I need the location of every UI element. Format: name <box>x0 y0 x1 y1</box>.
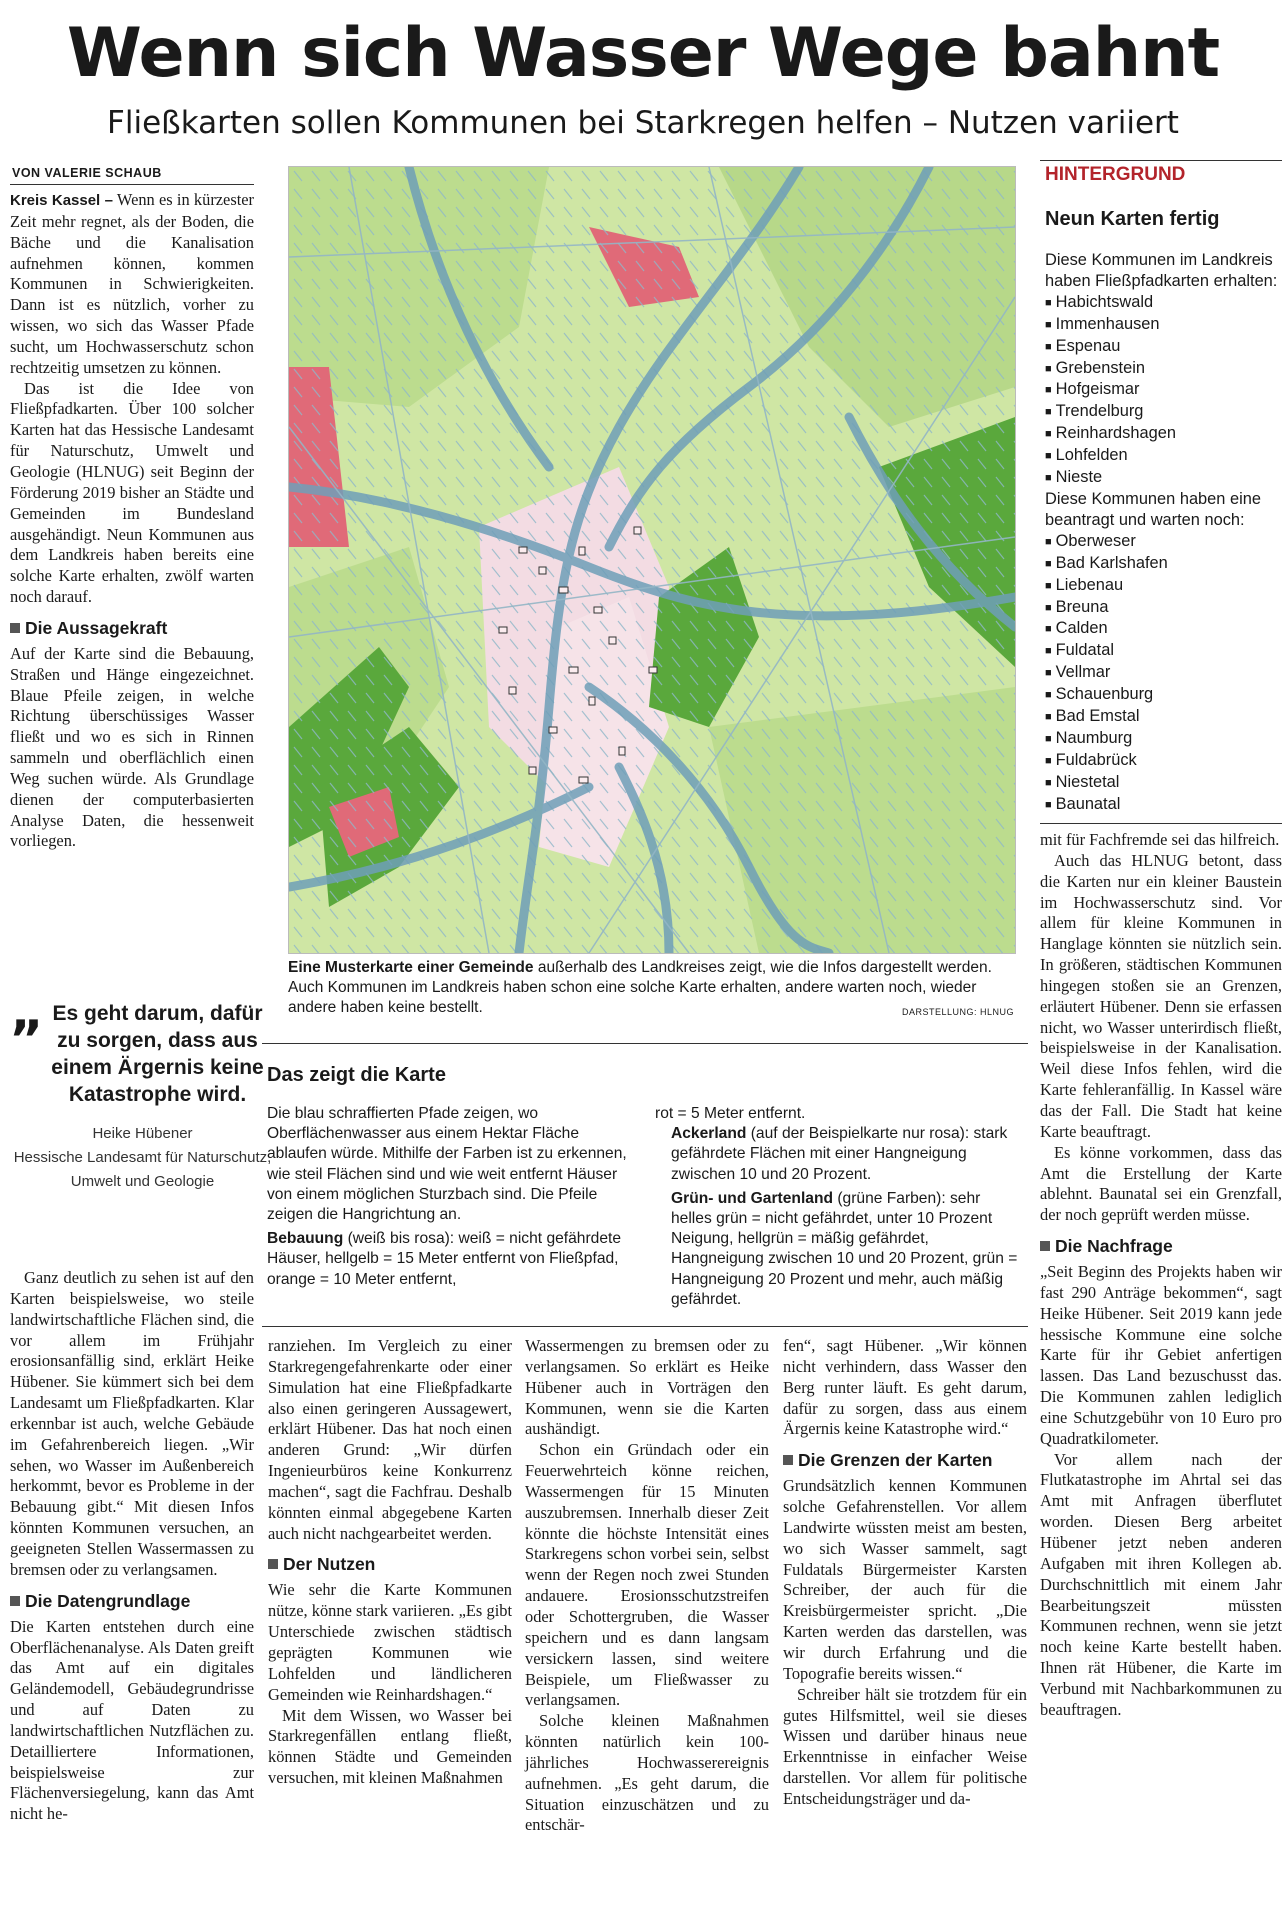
municipality-item: ■ Reinhardshagen <box>1045 423 1285 445</box>
paragraph: Das ist die Idee von Fließpfadkarten. Über 100 solcher Karten hat das Hessische Landesamt für Naturschutz, Umwelt und Geologie (HLNUG) seit Beginn der Förderung 2019 bisher an Städte und Gemeinden im Bundesland ausgehändigt. Neun Kommunen aus dem Landkreis haben bereits eine solche Karte erhalten, zwölf warten noch darauf. <box>10 378 254 607</box>
infobox-left: Die blau schraffierten Pfade zeigen, wo Oberflächenwasser aus einem Hektar Fläche ablaufen würde. Mithilfe der Farben ist zu erkennen, wie steil Flächen sind und wie weit entfernt Häuser von einem möglichen Sturzbach sind. Die Pfeile zeigen die Hangrichtung an. Bebauung (weiß bis rosa): weiß = nicht gefährdete Häuser, hellgelb = 15 Meter entfernt von Fließpfad, orange = 10 Meter entfernt, <box>267 1105 627 1288</box>
sidebar-intro: Diese Kommunen im Landkreis haben Fließpfadkarten erhalten: <box>1045 251 1278 290</box>
municipality-item: ■ Liebenau <box>1045 575 1285 597</box>
section-heading: Der Nutzen <box>268 1552 512 1576</box>
municipality-item: ■ Vellmar <box>1045 662 1285 684</box>
paragraph: Solche kleinen Maßnahmen könnten natürlich kein 100-jährliches Hochwasserereignis aufnehmen. „Es geht darum, die Situation einzuschätzen und zu entschär- <box>525 1711 769 1835</box>
flow-path-map <box>288 166 1016 954</box>
municipality-item: ■ Hofgeismar <box>1045 379 1285 401</box>
municipality-item: ■ Schauenburg <box>1045 684 1285 706</box>
paragraph: Wie sehr die Karte Kommunen nütze, könne stark variieren. „Es gibt Unterschiede zwischen städtisch geprägten Kommunen wie Lohfelden und ländlicheren Gemeinden wie Reinhardshagen.“ <box>268 1580 512 1704</box>
headline: Wenn sich Wasser Wege bahnt <box>66 14 1220 93</box>
municipality-item: ■ Lohfelden <box>1045 445 1285 467</box>
infobox-title: Das zeigt die Karte <box>267 1064 446 1086</box>
municipality-item: ■ Bad Karlshafen <box>1045 553 1285 575</box>
section-heading: Die Aussagekraft <box>10 616 254 640</box>
municipality-item: ■ Trendelburg <box>1045 401 1285 423</box>
paragraph: Auf der Karte sind die Bebauung, Straßen und Hänge eingezeichnet. Blaue Pfeile zeigen, in welche Richtung überschüssiges Wasser fließt und wo es sich in Rinnen sammeln und oberflächlich einen Weg suchen würde. Als Grundlage dienen der computerbasierten Analyse Daten, die hessenweit vorliegen. <box>10 643 254 851</box>
infobox-bottom-rule <box>262 1326 1028 1327</box>
lead-paragraph: Kreis Kassel – Wenn es in kürzester Zeit mehr regnet, als der Boden, die Bäche und die Kanalisation aufnehmen können, kommen Kommunen in Schwierigkeiten. Dann ist es nützlich, vorher zu wissen, wo sich das Wasser Pfade sucht, um Hochwasserschutz schon rechtzeitig umsetzen zu können. <box>10 190 254 377</box>
paragraph: Es könne vorkommen, dass das Amt die Erstellung der Karte ablehnt. Baunatal sei ein Grenzfall, der noch geprüft werden müsse. <box>1040 1142 1282 1225</box>
pull-quote <box>10 982 275 1194</box>
municipality-item: ■ Espenau <box>1045 336 1285 358</box>
sidebar-top-rule <box>1040 160 1282 161</box>
paragraph: Wassermengen zu bremsen oder zu verlangsamen. So erklärt es Heike Hübener auch in Vorträgen den Kommunen, wenn sie die Karten aushändigt. <box>525 1336 769 1439</box>
paragraph: Grundsätzlich kennen Kommunen solche Gefahrenstellen. Vor allem Landwirte wüssten meist am besten, wo sich Wasser sammelt, sagt Fuldatals Bürgermeister Karsten Schreiber, der auch für die Kreisbürgermeister spricht. „Die Karten werden das darstellen, was wir durch Erfahrung und die Topografie bereits wissen.“ <box>783 1476 1027 1683</box>
map-caption: Eine Musterkarte einer Gemeinde außerhalb des Landkreises zeigt, wie die Infos dargestellt werden. Auch Kommunen im Landkreis haben schon eine solche Karte erhalten, andere warten noch, wieder andere haben keine bestellt. DARSTELLUNG: HLNUG <box>288 958 1014 1022</box>
paragraph: Schreiber hält sie trotzdem für ein gutes Hilfsmittel, weil sie dieses Wissen und darüber hinaus neue Erkenntnisse in einfacher Weise darstellen. Vor allem für politische Entscheidungsträger und da- <box>783 1684 1027 1808</box>
municipality-item: ■ Calden <box>1045 618 1285 640</box>
municipality-item: ■ Baunatal <box>1045 794 1285 816</box>
completed-list <box>1045 292 1285 489</box>
sidebar-list <box>1045 250 1285 816</box>
infobox-right: rot = 5 Meter entfernt. Ackerland (auf der Beispielkarte nur rosa): stark gefährdete Flächen mit einer Hangneigung zwischen 10 und 20 Prozent. Grün- und Gartenland (grüne Farben): sehr helles grün = nicht gefährdet, unter 10 Prozent Neigung, hellgrün = mäßig gefährdet, Hangneigung zwischen 10 und 20 Prozent, grün = Hangneigung 20 Prozent und mehr, auch mäßig gefährdet. <box>655 1105 1018 1308</box>
subheadline: Fließkarten sollen Kommunen bei Starkregen helfen – Nutzen variiert <box>107 105 1179 141</box>
sidebar-intro: Diese Kommunen haben eine beantragt und warten noch: <box>1045 489 1261 529</box>
section-heading: Die Grenzen der Karten <box>783 1448 1027 1472</box>
byline: VON VALERIE SCHAUB <box>12 166 162 180</box>
municipality-item: ■ Oberweser <box>1045 531 1285 553</box>
column-4 <box>783 1336 1027 1810</box>
municipality-item: ■ Immenhausen <box>1045 314 1285 336</box>
paragraph: Schon ein Gründach oder ein Feuerwehrteich könne reichen, Wassermengen für 15 Minuten auszubremsen. Innerhalb dieser Zeit könnte die höchste Intensität eines Starkregens schon vorbei sein, selbst wenn der Regen noch zwei Stunden andauere. Erosionsschutzstreifen oder Schottergruben, die Wasser speichern und es dann langsam versickern lassen, sind weitere Beispiele, um Fließwasser zu verlangsamen. <box>525 1440 769 1710</box>
infobox-top-rule <box>262 1043 1028 1044</box>
column-3 <box>525 1336 769 1836</box>
quote-text: Es geht darum, dafür zu sorgen, dass aus einem Ärgernis keine Katastrophe wird. <box>51 1002 264 1106</box>
paragraph: ranziehen. Im Vergleich zu einer Starkregengefahrenkarte oder einer Simulation hat eine Fließpfadkarte also einen geringeren Aussagewert, erklärt Hübener. Das hat noch einen anderen Grund: „Wir dürfen Ingenieurbüros keine Konkurrenz machen“, sagt die Fachfrau. Deshalb könnten einmal abgegebene Karten auch nicht nachgearbeitet werden. <box>268 1336 512 1543</box>
column-5 <box>1040 830 1282 1721</box>
byline-rule <box>10 184 254 185</box>
municipality-item: ■ Bad Emstal <box>1045 706 1285 728</box>
waiting-list <box>1045 531 1285 816</box>
municipality-item: ■ Fuldatal <box>1045 640 1285 662</box>
municipality-item: ■ Nieste <box>1045 467 1285 489</box>
section-heading: Die Nachfrage <box>1040 1234 1282 1258</box>
paragraph: „Seit Beginn des Projekts haben wir fast 290 Anträge bekommen“, sagt Heike Hübener. Seit 2019 kann jede hessische Kommune eine solche Karte für ihr Gebiet anfertigen lassen. Das Land bezuschusst das. Die Kommunen zahlen lediglich eine Schutzgebühr von 10 Euro pro Quadratkilometer. <box>1040 1262 1282 1448</box>
municipality-item: ■ Breuna <box>1045 597 1285 619</box>
municipality-item: ■ Niestetal <box>1045 772 1285 794</box>
column-2 <box>268 1336 512 1789</box>
column-1 <box>10 190 254 852</box>
paragraph: mit für Fachfremde sei das hilfreich. <box>1040 830 1280 849</box>
quote-mark: „ <box>10 982 39 1042</box>
dateline: Kreis Kassel – <box>10 192 113 209</box>
section-heading: Die Datengrundlage <box>10 1589 254 1613</box>
sidebar-kicker: HINTERGRUND <box>1045 164 1186 185</box>
paragraph: Mit dem Wissen, wo Wasser bei Starkregenfällen entlang fließt, können Städte und Gemeinden versuchen, mit kleinen Maßnahmen <box>268 1705 512 1788</box>
paragraph: Ganz deutlich zu sehen ist auf den Karten beispielsweise, wo steile landwirtschaftliche Flächen sind, die vor allem im Frühjahr erosionsanfällig sind, erklärt Heike Hübener. Sie kümmert sich bei dem Landesamt um Fließpfadkarten. Klar erkennbar ist auch, welche Gebäude im Gefahrenbereich liegen. „Wir sehen, wo Wasser im Außenbereich herkommt, bevor es Probleme in der Bebauung gibt.“ Mit diesen Infos könnten Kommunen versuchen, an geeigneten Stellen Wassermassen zu bremsen oder zu verlangsamen. <box>10 1268 254 1579</box>
column-1-continued <box>10 1268 254 1825</box>
map-credit: DARSTELLUNG: HLNUG <box>901 1007 1014 1017</box>
municipality-item: ■ Fuldabrück <box>1045 750 1285 772</box>
paragraph: fen“, sagt Hübener. „Wir können nicht verhindern, dass Wasser den Berg runter läuft. Es geht darum, dafür zu sorgen, dass aus einem Ärgernis keine Katastrophe wird.“ <box>783 1336 1027 1439</box>
municipality-item: ■ Naumburg <box>1045 728 1285 750</box>
paragraph: Auch das HLNUG betont, dass die Karten nur ein kleiner Baustein im Hochwasserschutz sind. Vor allem für kleine Kommunen in Hanglage könnten sie nützlich sein. In größeren, städtischen Kommunen hingegen stoßen sie an Grenzen, erläutert Hübener. Denn sie erfassen nicht, wo Wasser unterirdisch fließt, beispielsweise in der Kanalisation. Weil diese Infos fehlen, wird die Karte fehleranfällig. In Kassel wäre das der Fall. Die Stadt hat keine Karte beauftragt. <box>1040 850 1282 1141</box>
municipality-item: ■ Habichtswald <box>1045 292 1285 314</box>
paragraph: Vor allem nach der Flutkatastrophe im Ahrtal sei das Amt mit Anfragen überflutet worden. Diesen Berg arbeitet Hübener jetzt neben anderen Aufgaben mit ihren Kollegen ab. Durchschnittlich mit einem Jahr Bearbeitungszeit müssten Kommunen rechnen, wenn sie jetzt noch keine Karte bestellt haben. Ihnen rät Hübener, die Karte im Verbund mit Nachbarkommunen zu beauftragen. <box>1040 1449 1282 1719</box>
paragraph: Die Karten entstehen durch eine Oberflächenanalyse. Als Daten greift das Amt auf ein digitales Geländemodell, Gebäudegrundrisse und auf Daten zu landwirtschaftlichen Nutzflächen zu. Detailliertere Informationen, beispielsweise zur Flächenversiegelung, kann das Amt nicht he- <box>10 1616 254 1824</box>
municipality-item: ■ Grebenstein <box>1045 358 1285 380</box>
quote-author: Heike Hübener Hessische Landesamt für Naturschutz, Umwelt und Geologie <box>13 1125 272 1190</box>
sidebar-bottom-rule <box>1040 823 1282 824</box>
sidebar-title: Neun Karten fertig <box>1045 208 1220 230</box>
